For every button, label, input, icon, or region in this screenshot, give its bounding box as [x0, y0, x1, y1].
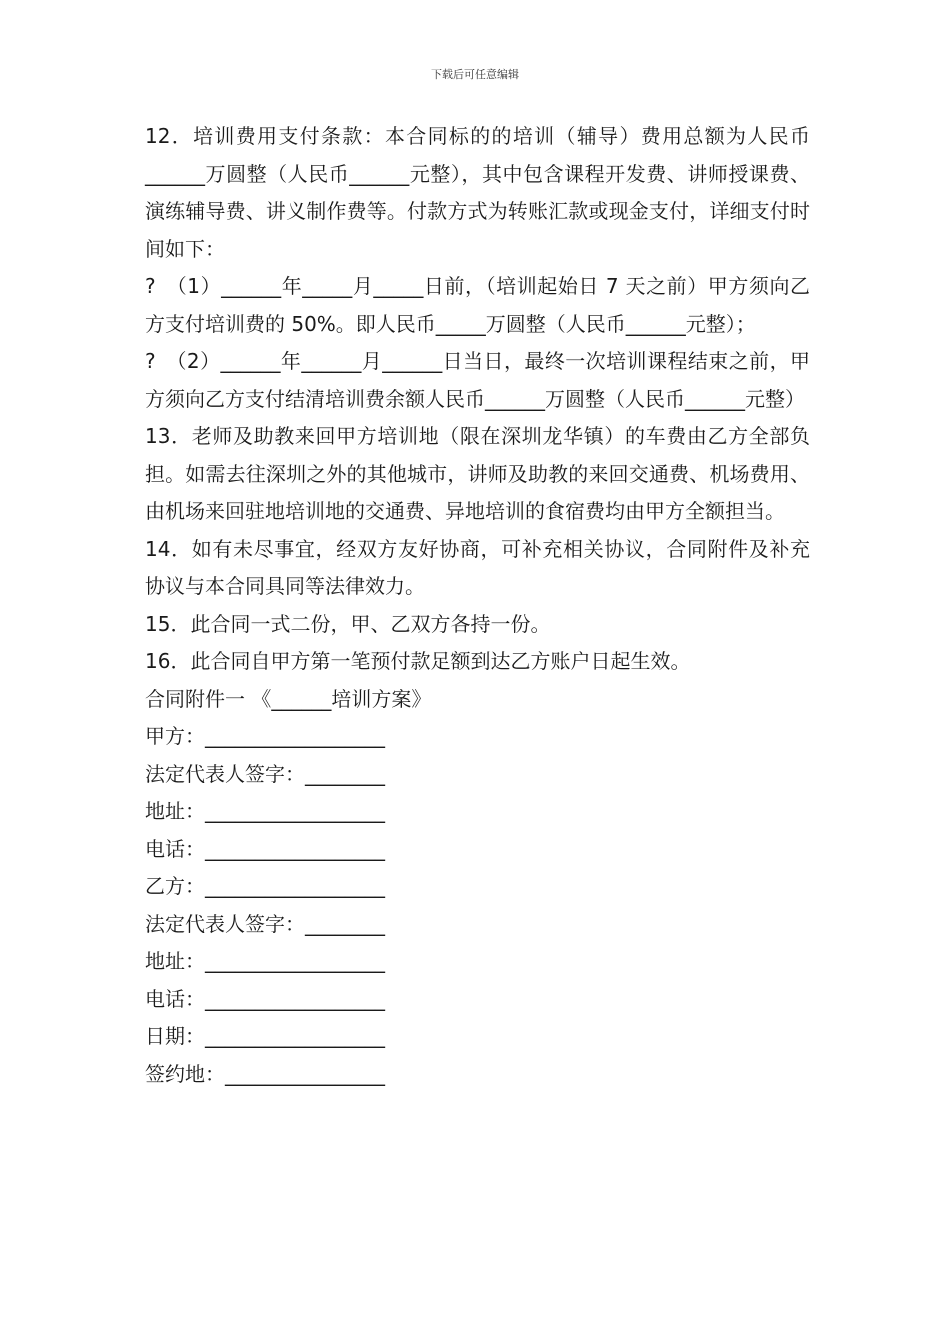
- contract-body: [145, 118, 810, 1093]
- party-a-phone-line: 电话：__________________: [145, 836, 385, 861]
- clause-16: 16．此合同自甲方第一笔预付款足额到达乙方账户日起生效。: [145, 649, 691, 673]
- party-b-line: 乙方：__________________: [145, 874, 385, 898]
- date-line: 日期：__________________: [145, 1024, 385, 1048]
- page-header: 下载后可任意编辑: [431, 68, 519, 81]
- clause-12: 12．培训费用支付条款：本合同标的的培训（辅导）费用总额为人民币______万圆整（人民币______元整），其中包含课程开发费、讲师授课费、演练辅导费、讲义制作费等。付款方式为转账汇款或现金支付，详细支付时间如下：: [145, 124, 810, 261]
- party-a-line: 甲方：__________________: [145, 724, 385, 748]
- attachment-line: 合同附件一 《______培训方案》: [145, 686, 432, 711]
- signing-place-line: 签约地：________________: [145, 1061, 385, 1086]
- clause-12-payment-2: ? （2）______年______月______日当日，最终一次培训课程结束之前，甲方须向乙方支付结清培训费余额人民币______万圆整（人民币______元整）: [145, 349, 810, 411]
- clause-15: 15．此合同一式二份，甲、乙双方各持一份。: [145, 611, 551, 636]
- party-b-address-line: 地址：__________________: [145, 949, 385, 973]
- party-b-representative-line: 法定代表人签字：________: [145, 911, 385, 936]
- clause-13: 13．老师及助教来回甲方培训地（限在深圳龙华镇）的车费由乙方全部负担。如需去往深圳之外的其他城市，讲师及助教的来回交通费、机场费用、由机场来回驻地培训地的交通费、异地培训的食宿费均由甲方全额担当。: [145, 424, 810, 523]
- clause-12-payment-1: ? （1）______年_____月_____日前，（培训起始日 7 天之前）甲方须向乙方支付培训费的 50%。即人民币_____万圆整（人民币______元整）；: [145, 274, 810, 336]
- clause-14: 14．如有未尽事宜，经双方友好协商，可补充相关协议，合同附件及补充协议与本合同具同等法律效力。: [145, 536, 810, 598]
- party-a-representative-line: 法定代表人签字：________: [145, 761, 385, 786]
- party-a-address-line: 地址：__________________: [145, 799, 385, 823]
- party-b-phone-line: 电话：__________________: [145, 986, 385, 1011]
